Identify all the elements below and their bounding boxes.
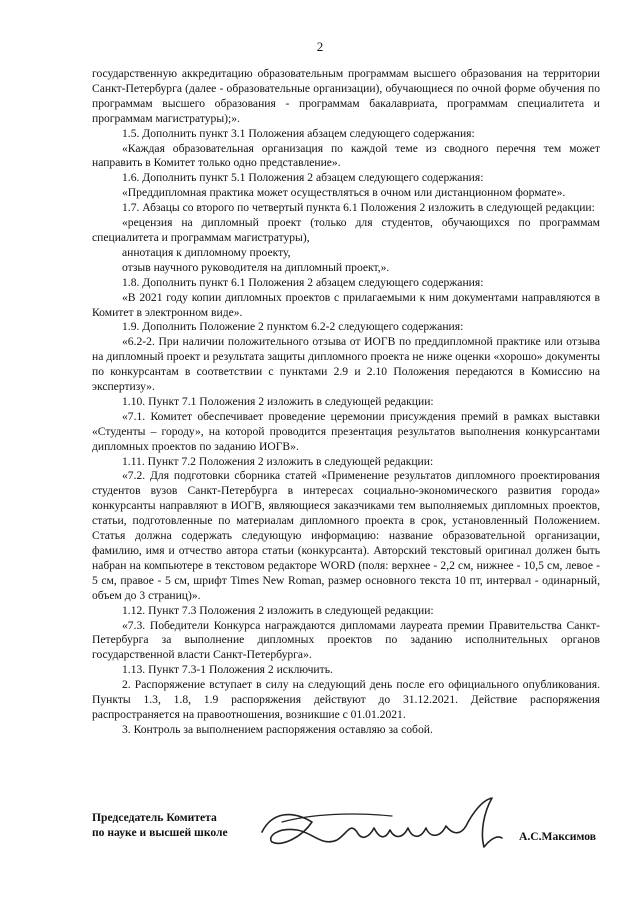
paragraph: 1.5. Дополнить пункт 3.1 Положения абзацем следующего содержания: xyxy=(122,126,475,140)
paragraph: аннотация к дипломному проекту, xyxy=(122,245,291,259)
paragraph: «7.2. Для подготовки сборника статей «Применение результатов дипломного проектирования студентов вузов Санкт-Петербурга в интересах социально-экономического развития города» конкурсанты направляют в ИОГВ, являющиеся заказчиками тем выполняемых дипломных проектов, статьи, подготовленные по материалам дипломного проекта в срок, установленный Положением. Статья должна содержать следующую информацию: название образовательной организации, фамилию, имя и отчество автора статьи (конкурсанта). Авторский текстовый оригинал должен быть набран на компьютере в текстовом редакторе WORD (поля: верхнее - 2,2 см, нижнее - 10,5 см, левое - 5 см, правое - 5 см, шрифт Times New Roman, размер основного текста 10 пт, интервал - одинарный, объем до 3 страниц)». xyxy=(92,469,600,602)
paragraph: 3. Контроль за выполнением распоряжения оставляю за собой. xyxy=(122,722,433,736)
paragraph: 2. Распоряжение вступает в силу на следующий день после его официального опубликования. Пункты 1.3, 1.8, 1.9 распоряжения действуют до 31.12.2021. Действие распоряжения распространяется на правоотношения, возникшие с 01.01.2021. xyxy=(92,678,600,721)
signatory-name: А.С.Максимов xyxy=(518,830,596,843)
paragraph: отзыв научного руководителя на дипломный проект,». xyxy=(122,260,390,274)
paragraph: «Преддипломная практика может осуществляться в очном или дистанционном формате». xyxy=(122,186,566,200)
paragraph: 1.13. Пункт 7.3-1 Положения 2 исключить. xyxy=(122,663,333,677)
paragraph: «Каждая образовательная организация по каждой теме из сводного перечня тем может направить в Комитет только одно представление». xyxy=(92,141,600,170)
paragraph: 1.9. Дополнить Положение 2 пунктом 6.2-2 следующего содержания: xyxy=(122,320,464,334)
paragraph: 1.12. Пункт 7.3 Положения 2 изложить в следующей редакции: xyxy=(122,603,434,617)
paragraph: «7.3. Победители Конкурса награждаются дипломами лауреата премии Правительства Санкт-Петербурга за выполнение дипломных проектов по заданию исполнительных органов государственной власти Санкт-Петербурга». xyxy=(92,618,600,662)
document-body xyxy=(92,67,600,738)
paragraph: «рецензия на дипломный проект (только для студентов, обучающихся по программам специалитета и программам магистратуры), xyxy=(92,216,600,244)
paragraph: «6.2-2. При наличии положительного отзыва от ИОГВ по преддипломной практике или отзыва на дипломный проект и результата защиты дипломного проекта не ниже оценки «хорошо» документы по конкурсантам в соответствии с пунктами 2.9 и 2.10 Положения передаются в Комиссию на экспертизу». xyxy=(92,335,600,394)
paragraph: «В 2021 году копии дипломных проектов с прилагаемыми к ним документами направляются в Комитет в электронном виде». xyxy=(92,290,600,319)
paragraph: государственную аккредитацию образовательным программам высшего образования на территории Санкт-Петербурга (далее - образовательные организации), обучающиеся по очной форме обучения по программам высшего образования - программам бакалавриата, программам специалитета и программам магистратуры);». xyxy=(92,67,600,125)
paragraph: «7.1. Комитет обеспечивает проведение церемонии присуждения премий в рамках выставки «Студенты – городу», на которой проводится презентация результатов выполнения конкурсантами дипломных проектов по заданию ИОГВ». xyxy=(92,409,600,453)
paragraph: 1.11. Пункт 7.2 Положения 2 изложить в следующей редакции: xyxy=(122,454,434,468)
paragraph: 1.8. Дополнить пункт 6.1 Положения 2 абзацем следующего содержания: xyxy=(122,275,484,289)
signatory-title-line-2: по науке и высшей школе xyxy=(92,826,228,839)
page-number: 2 xyxy=(316,39,324,54)
paragraph: 1.6. Дополнить пункт 5.1 Положения 2 абзацем следующего содержания: xyxy=(122,171,484,185)
paragraph: 1.10. Пункт 7.1 Положения 2 изложить в следующей редакции: xyxy=(122,394,434,408)
signature-block xyxy=(92,810,600,870)
handwritten-signature xyxy=(252,792,522,862)
signatory-title-line-1: Председатель Комитета xyxy=(92,811,217,824)
paragraph: 1.7. Абзацы со второго по четвертый пункта 6.1 Положения 2 изложить в следующей редакции: xyxy=(122,201,595,215)
signatory-title xyxy=(92,810,228,840)
